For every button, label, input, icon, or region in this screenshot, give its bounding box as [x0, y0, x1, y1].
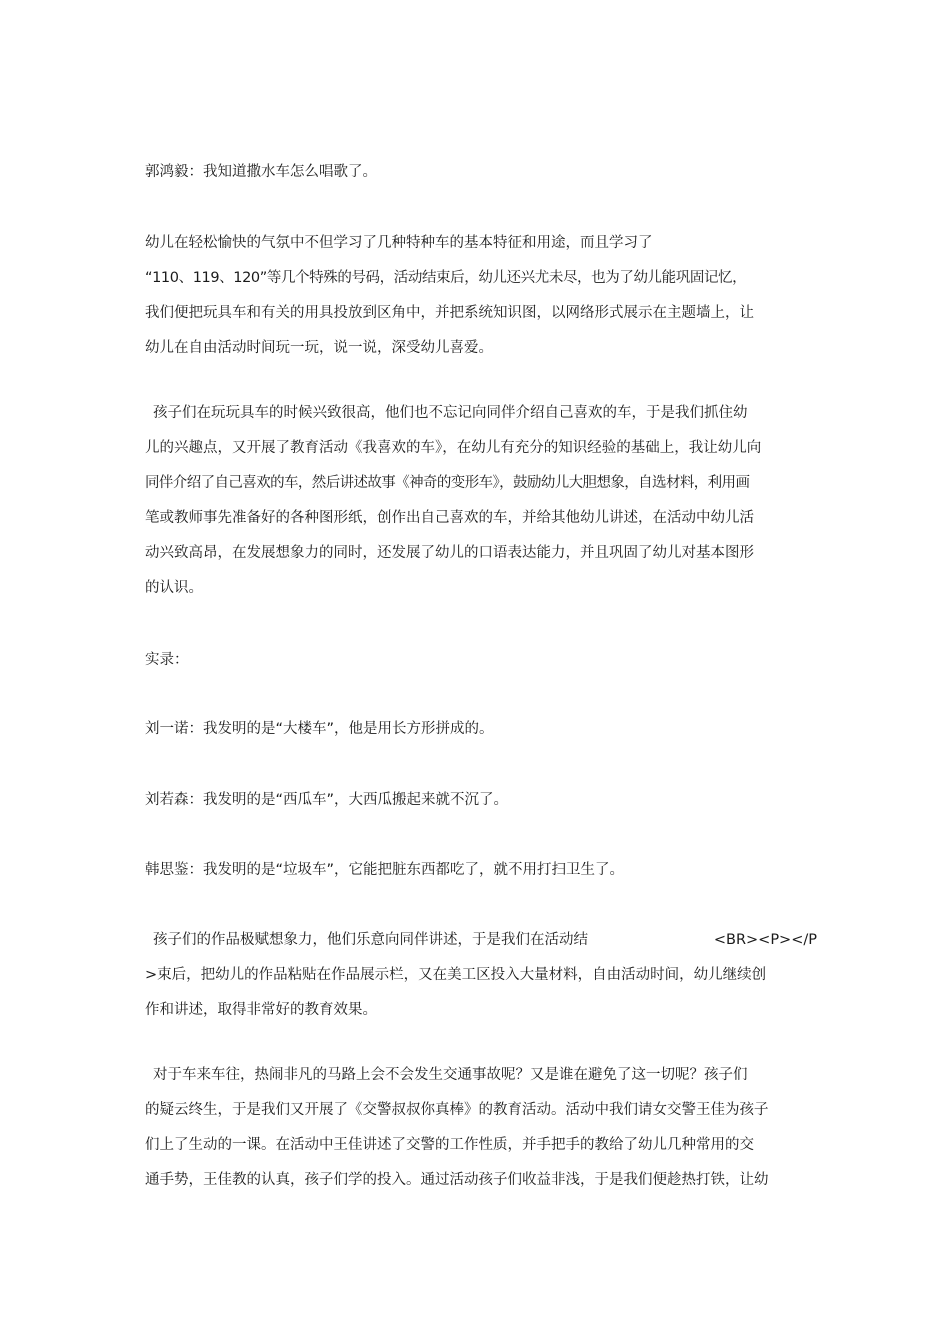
paragraph-traffic-police: [145, 1058, 817, 1198]
text-line: 刘若森：我发明的是“西瓜车”，大西瓜搬起来就不沉了。: [145, 792, 509, 808]
text-line: 通手势，王佳教的认真，孩子们学的投入。通过活动孩子们收益非浅，于是我们便趁热打铁，让幼: [145, 1172, 769, 1188]
text-line: 的疑云终生，于是我们又开展了《交警叔叔你真棒》的教育活动。活动中我们请女交警王佳为孩子: [145, 1102, 769, 1118]
text-line: “110、119、120”等几个特殊的号码，活动结束后，幼儿还兴尤未尽，也为了幼儿能巩固记忆，: [145, 270, 747, 286]
text-line: [145, 923, 817, 958]
text-line: 孩子们在玩玩具车的时候兴致很高，他们也不忘记向同伴介绍自己喜欢的车，于是我们抓住幼: [153, 405, 748, 421]
text-line: 笔或教师事先准备好的各种图形纸，创作出自己喜欢的车，并给其他幼儿讲述，在活动中幼儿活: [145, 510, 754, 526]
paragraph-learning-summary: [145, 226, 817, 366]
text-line: 的认识。: [145, 580, 203, 596]
text-line: 郭鸿毅：我知道撒水车怎么唱歌了。: [145, 164, 377, 180]
text-line-left: 孩子们的作品极赋想象力，他们乐意向同伴讲述，于是我们在活动结: [153, 932, 588, 948]
text-line: 动兴致高昂，在发展想象力的同时，还发展了幼儿的口语表达能力，并且巩固了幼儿对基本图形: [145, 545, 754, 561]
text-line: 儿的兴趣点，又开展了教育活动《我喜欢的车》，在幼儿有充分的知识经验的基础上，我让幼儿向: [145, 440, 762, 456]
paragraph-record-heading: [145, 643, 817, 678]
text-line: 实录：: [145, 652, 189, 668]
paragraph-dialogue-guo: [145, 155, 817, 190]
paragraph-works-display: [145, 923, 817, 1028]
text-line: 们上了生动的一课。在活动中王佳讲述了交警的工作性质，并手把手的教给了幼儿几种常用的交: [145, 1137, 754, 1153]
text-line: 刘一诺：我发明的是“大楼车”，他是用长方形拼成的。: [145, 721, 494, 737]
text-line: 幼儿在轻松愉快的气氛中不但学习了几种特种车的基本特征和用途，而且学习了: [145, 235, 653, 251]
text-line: 幼儿在自由活动时间玩一玩，说一说，深受幼儿喜爱。: [145, 340, 493, 356]
paragraph-dialogue-han-sijian: [145, 853, 817, 888]
text-line: 我们便把玩具车和有关的用具投放到区角中，并把系统知识图，以网络形式展示在主题墙上，让: [145, 305, 754, 321]
paragraph-my-favorite-car: [145, 396, 817, 606]
text-line: 同伴介绍了自己喜欢的车，然后讲述故事《神奇的变形车》，鼓励幼儿大胆想象，自选材料，利用画: [145, 475, 750, 491]
text-line: 作和讲述，取得非常好的教育效果。: [145, 1002, 377, 1018]
html-tag-artifact: <BR><P></P: [713, 932, 817, 948]
text-line: 对于车来车往，热闹非凡的马路上会不会发生交通事故呢？又是谁在避免了这一切呢？孩子们: [153, 1067, 748, 1083]
text-line: >束后，把幼儿的作品粘贴在作品展示栏，又在美工区投入大量材料，自由活动时间，幼儿继续创: [145, 967, 767, 983]
text-line: 韩思鉴：我发明的是“垃圾车”，它能把脏东西都吃了，就不用打扫卫生了。: [145, 862, 625, 878]
paragraph-dialogue-liu-ruosen: [145, 783, 817, 818]
paragraph-dialogue-liu-yinuo: [145, 712, 817, 747]
